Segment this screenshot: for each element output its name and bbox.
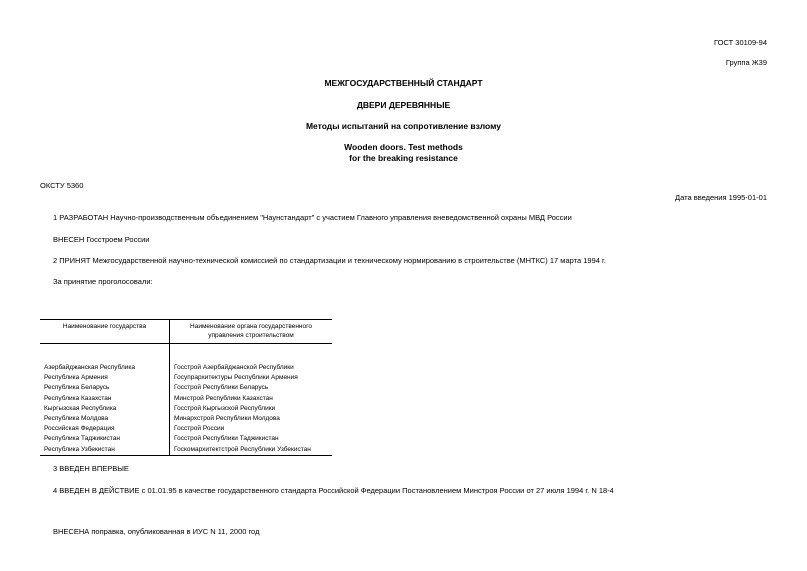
state-name: Азербайджанская Республика: [40, 363, 170, 373]
state-name: Республика Беларусь: [40, 383, 170, 393]
table-row: [40, 404, 332, 414]
okstu-code: ОКСТУ 5360: [40, 181, 84, 190]
state-name: Российская Федерация: [40, 424, 170, 434]
table-row: [40, 424, 332, 434]
authority-name: Минстрой Республики Казахстан: [174, 394, 273, 402]
table-header-row: [40, 320, 332, 344]
state-name: Республика Казахстан: [40, 394, 170, 404]
state-name: Республика Таджикистан: [40, 434, 170, 444]
table-row: [40, 363, 332, 373]
authority-name: Минархстрой Республики Молдова: [174, 415, 280, 423]
english-title-line1: Wooden doors. Test methods: [344, 142, 463, 152]
english-title-line2: for the breaking resistance: [349, 153, 458, 163]
table-spacer-row: [40, 344, 332, 364]
authority-name: Госкомархитектстрой Республики Узбекистан: [170, 445, 333, 456]
state-name: Кыргызская Республика: [40, 404, 170, 414]
authority-name: Госстрой Азербайджанской Республики: [174, 364, 294, 371]
paragraph-enacted: 4 ВВЕДЕН В ДЕЙСТВИЕ с 01.01.95 в качестве государственного стандарта Российской Федерации Постановлением Минстроя России от 27 июля 1994 г. N 18-4: [53, 486, 614, 495]
authority-name: Госстрой России: [174, 425, 225, 433]
authority-name: Госстрой Республики Беларусь: [174, 384, 269, 392]
state-name: Республика Армения: [40, 373, 170, 383]
authority-name: Госстрой Республики Таджикистан: [174, 435, 279, 443]
table-row: [40, 383, 332, 393]
state-name: Республика Узбекистан: [40, 445, 170, 456]
document-title: ДВЕРИ ДЕРЕВЯННЫЕ: [356, 100, 451, 110]
table-row: [40, 434, 332, 444]
authority-name: Госупрархитектуры Республики Армения: [174, 374, 298, 382]
gost-number: ГОСТ 30109-94: [713, 38, 767, 47]
group-code: Группа Ж39: [725, 58, 767, 67]
table-header-state: Наименование государства: [40, 320, 170, 344]
amendment-note: ВНЕСЕНА поправка, опубликованная в ИУС N 11, 2000 год: [53, 527, 260, 536]
table-header-authority: Наименование органа государственного управления строительством: [170, 320, 333, 344]
document-subtitle: Методы испытаний на сопротивление взлому: [305, 121, 502, 131]
paragraph-first-introduced: 3 ВВЕДЕН ВПЕРВЫЕ: [53, 464, 129, 473]
paragraph-introduced: ВНЕСЕН Госстроем России: [53, 235, 150, 244]
standard-type-title: МЕЖГОСУДАРСТВЕННЫЙ СТАНДАРТ: [324, 78, 483, 88]
voting-states-table: [40, 319, 332, 456]
paragraph-adopted: 2 ПРИНЯТ Межгосударственной научно-технической комиссией по стандартизации и техническому нормированию в строительстве (МНТКС) 17 марта 1994 г.: [53, 256, 606, 265]
table-row: [40, 394, 332, 404]
table-row: [40, 414, 332, 424]
table-row: [40, 445, 332, 456]
paragraph-developed: 1 РАЗРАБОТАН Научно-производственным объединением "Наунстандарт" с участием Главного управления вневедомственной охраны МВД России: [53, 213, 572, 222]
effective-date: Дата введения 1995-01-01: [675, 193, 767, 202]
paragraph-voted: За принятие проголосовали:: [53, 277, 153, 286]
table-row: [40, 373, 332, 383]
authority-name: Госстрой Кыргызской Республики: [174, 404, 276, 412]
state-name: Республика Молдова: [40, 414, 170, 424]
